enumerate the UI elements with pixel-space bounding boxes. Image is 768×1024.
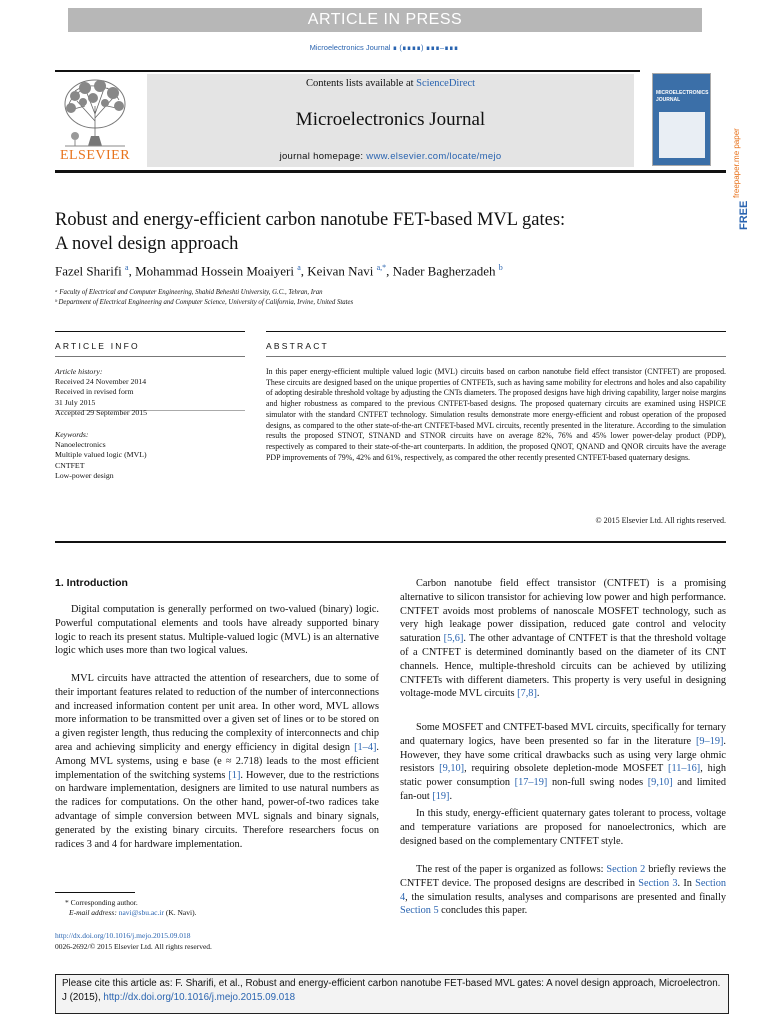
paragraph-text: In this study, energy-efficient quaternary gates tolerant to process, voltage and temperature variations are proposed for nanoelectronics, which are designed based on the complementary CNTFET style.: [400, 808, 726, 847]
corresponding-author-note: * Corresponding author.: [65, 898, 138, 907]
citation-link[interactable]: [5,6]: [443, 633, 464, 645]
history-label: Article history:: [55, 367, 103, 376]
author-name: Nader Bagherzadeh: [392, 263, 496, 279]
homepage-prefix: journal homepage:: [279, 151, 367, 162]
header-bottom-rule: [55, 170, 726, 173]
abstract-heading: ABSTRACT: [266, 341, 329, 351]
citation-box: [55, 974, 729, 1014]
intro-paragraph-4: [400, 721, 726, 804]
author-name: Mohammad Hossein Moaiyeri: [135, 263, 294, 279]
paragraph-text: briefly reviews the CNTFET device. The proposed designs are described in: [400, 864, 727, 889]
paragraph-text: . Among MVL systems, using e base (e ≈ 2.718) leads to the most efficient implementation of the switching systems: [55, 741, 379, 781]
elsevier-wordmark: ELSEVIER: [59, 148, 131, 163]
email-suffix: (K. Navi).: [163, 908, 197, 917]
abstract-head-rule: [266, 356, 726, 357]
article-title: [55, 208, 695, 256]
journal-name: Microelectronics Journal: [295, 109, 486, 130]
keyword-item: Low-power design: [55, 470, 114, 480]
citation-link[interactable]: [19]: [432, 790, 450, 802]
keyword-item: Multiple valued logic (MVL): [55, 450, 147, 460]
watermark-free-text: FREE: [738, 200, 750, 230]
citation-link[interactable]: [9–19]: [695, 735, 724, 747]
section-link[interactable]: Section 2: [606, 864, 646, 875]
author-affiliation-link[interactable]: b: [498, 263, 503, 272]
paragraph-text: Some MOSFET and CNTFET-based MVL circuits, specifically for ternary and quaternary logics, have been presented so far in the literature: [400, 722, 726, 747]
paragraph-text: The rest of the paper is organized as follows:: [416, 864, 607, 875]
history-item: Received in revised form: [55, 387, 134, 397]
email-label: E-mail address:: [69, 908, 119, 917]
author-affiliation-link[interactable]: a,*: [376, 263, 387, 272]
section-link[interactable]: Section 3: [638, 877, 678, 889]
citation-link[interactable]: [17–19]: [514, 777, 548, 789]
footnote: [55, 898, 379, 918]
section-link[interactable]: Section 4: [400, 877, 726, 903]
keywords-label: Keywords:: [55, 430, 89, 440]
paragraph-text: and limited fan-out: [400, 777, 727, 802]
issn-line: 0026-2692/© 2015 Elsevier Ltd. All rights reserved.: [55, 942, 212, 951]
paragraph-text: . In: [677, 877, 696, 889]
info-head-rule: [55, 356, 245, 357]
watermark-site-text: freepaper.me paper: [732, 128, 741, 198]
journal-reference-link[interactable]: Microelectronics Journal ∎ (∎∎∎∎) ∎∎∎–∎∎∎: [309, 43, 459, 52]
paragraph-text: .: [536, 688, 540, 700]
title-line-2: A novel design approach: [55, 234, 239, 254]
keyword-item: CNTFET: [55, 460, 85, 470]
author-name: Keivan Navi: [307, 263, 374, 279]
intro-paragraph-3: [400, 577, 726, 701]
journal-cover-thumbnail[interactable]: [652, 73, 711, 166]
paragraph-text: Digital computation is generally performed on two-valued (binary) logic. Powerful computational elements and tools have already supported binary logic to reach its present status. Multiple-valued logic (MVL) is an alternative logic which uses more than two logical values.: [55, 604, 379, 657]
keyword-item: Nanoelectronics: [55, 440, 106, 450]
author-affiliation-link[interactable]: a: [297, 263, 301, 272]
paragraph-text: .: [449, 790, 453, 802]
citation-link[interactable]: [11–16]: [668, 763, 701, 775]
cover-image: [659, 112, 705, 158]
intro-paragraph-1: [55, 603, 379, 658]
citation-link[interactable]: [1–4]: [354, 741, 377, 753]
citation-link[interactable]: [9,10]: [439, 763, 465, 775]
contents-line: [147, 78, 634, 89]
article-in-press-banner: ARTICLE IN PRESS: [68, 8, 702, 32]
abstract-bottom-rule: [55, 541, 726, 543]
author-separator: ,: [128, 263, 136, 279]
citation-link[interactable]: [7,8]: [517, 688, 537, 700]
footnote-rule: [55, 892, 135, 893]
author-name: Fazel Sharifi: [55, 263, 122, 279]
author-separator: ,: [386, 263, 393, 279]
author-list: [55, 263, 705, 279]
sciencedirect-link[interactable]: ScienceDirect: [416, 78, 476, 89]
paragraph-text: non-full swing nodes: [547, 777, 648, 789]
paragraph-text: , high static power consumption: [400, 763, 726, 789]
paragraph-text: MVL circuits have attracted the attention of researchers, due to some of their important features related to reduction of the number of interconnections and increased information content per unit area. In other word, MVL allows more information to be transmitted over a given set of lines or to be stored on a given register length, thus reducing the complexity of interconnects and chip area and achieving simplicity and energy efficiency in digital design: [55, 673, 379, 753]
author-affiliation-link[interactable]: a: [125, 263, 129, 272]
title-line-1: Robust and energy-efficient carbon nanotube FET-based MVL gates:: [55, 210, 566, 230]
history-item: Received 24 November 2014: [55, 377, 147, 387]
intro-paragraph-5: [400, 807, 726, 848]
abstract-top-rule: [266, 331, 726, 332]
header-top-rule: [55, 70, 640, 72]
history-item: 31 July 2015: [55, 397, 96, 407]
paragraph-text: . However, they have some critical drawbacks such as using very large ohmic resistors: [400, 735, 726, 775]
paragraph-text: , the simulation results, analyses and comparisons are presented and finally: [405, 891, 726, 903]
email-link[interactable]: navi@sbu.ac.ir: [118, 908, 164, 917]
homepage-link[interactable]: www.elsevier.com/locate/mejo: [366, 151, 502, 162]
section-link[interactable]: Section 5: [400, 905, 439, 917]
history-item: Accepted 29 September 2015: [55, 407, 148, 417]
citation-link[interactable]: [1]: [228, 769, 241, 781]
abstract-text: In this paper energy-efficient multiple valued logic (MVL) circuits based on carbon nanotube field effect transistor (CNTFET) are proposed. These circuits are designed based on the unique properties of CNTFETs, such as having same mobility for electrons and holes and also capability of adopting desirable threshold voltage by adjusting the CNTs diameters. The proposed designs have high driving capability, larger noise margins and higher robustness as compared to the previous CNTFET-based designs. The proposed quaternary circuits are examined using HSPICE simulator with the standard CNTFET technology. Simulation results demonstrate more energy-efficient and robust operation of the proposed designs, as compared to the other state-of-the-art CNTFET-based MVL circuits, recently presented in the literature. According to the simulation results the proposed STNOT, STNAND and STNOR circuits have on average 82%, 76% and 45% lower power-delay product (PDP), respectively as compared to their state-of-the-art counterparts. In addition, the proposed QNOT, QNAND and QNOR circuits have the average PDP improvements of 79%, 42% and 61%, respectively, as compared the other recently presented CNTFET-based quaternary designs.: [266, 367, 726, 462]
intro-paragraph-6: [400, 863, 726, 918]
author-separator: ,: [300, 263, 308, 279]
cover-title: MICROELECTRONICS JOURNAL: [656, 90, 709, 103]
paragraph-text: Carbon nanotube field effect transistor (CNTFET) is a promising alternative to silicon transistor for achieving low power and high performance. CNTFET avoids most problems of nanoscale MOSFET technology, such as very high leakage power dissipation, reduced gate control and velocity saturation: [400, 578, 726, 645]
journal-homepage-line: [147, 151, 634, 162]
paragraph-text: . However, due to the restrictions on hardware implementation, designers are limited to use natural numbers as the radices for computations. On the other hand, power-of-two radices take advantage of simple conversion between MVL signals and binary signals, generated by the existing binary circuits. Therefore researchers focus on radices 3 and 4 for hardware implementation.: [55, 769, 379, 850]
paragraph-text: concludes this paper.: [438, 905, 528, 917]
citation-doi-link[interactable]: http://dx.doi.org/10.1016/j.mejo.2015.09.018: [103, 992, 296, 1003]
freepaper-watermark: [732, 112, 750, 237]
paragraph-text: . The other advantage of CNTFET is that the threshold voltage of a CNTFET is determined dominantly based on the diameter of its CNT channels. Hence, multiple-threshold circuits can be achieved by utilizing CNTFETs with different diameters. This property is very useful in designing voltage-mode MVL circuits: [400, 633, 726, 700]
affiliation-b: ᵇ Department of Electrical Engineering and Computer Science, University of California, Irvine, United States: [55, 299, 354, 306]
citation-text: Please cite this article as: F. Sharifi, et al., Robust and energy-efficient carbon nanotube FET-based MVL gates: A novel design approach, Microelectron. J (2015),: [62, 978, 721, 1003]
contents-prefix: Contents lists available at: [305, 78, 417, 89]
article-info-heading: ARTICLE INFO: [55, 341, 140, 351]
paragraph-text: , requiring obsolete depletion-mode MOSFET: [464, 763, 669, 775]
citation-link[interactable]: [9,10]: [647, 777, 673, 789]
affiliation-a: ᵃ Faculty of Electrical and Computer Engineering, Shahid Beheshti University, G.C., Tehran, Iran: [55, 289, 323, 296]
section-heading-introduction: 1. Introduction: [55, 577, 128, 589]
doi-link[interactable]: http://dx.doi.org/10.1016/j.mejo.2015.09.018: [55, 931, 191, 940]
abstract-copyright: © 2015 Elsevier Ltd. All rights reserved.: [595, 516, 726, 525]
info-top-rule: [55, 331, 245, 332]
article-info-column: [55, 367, 245, 481]
intro-paragraph-2: [55, 672, 379, 851]
